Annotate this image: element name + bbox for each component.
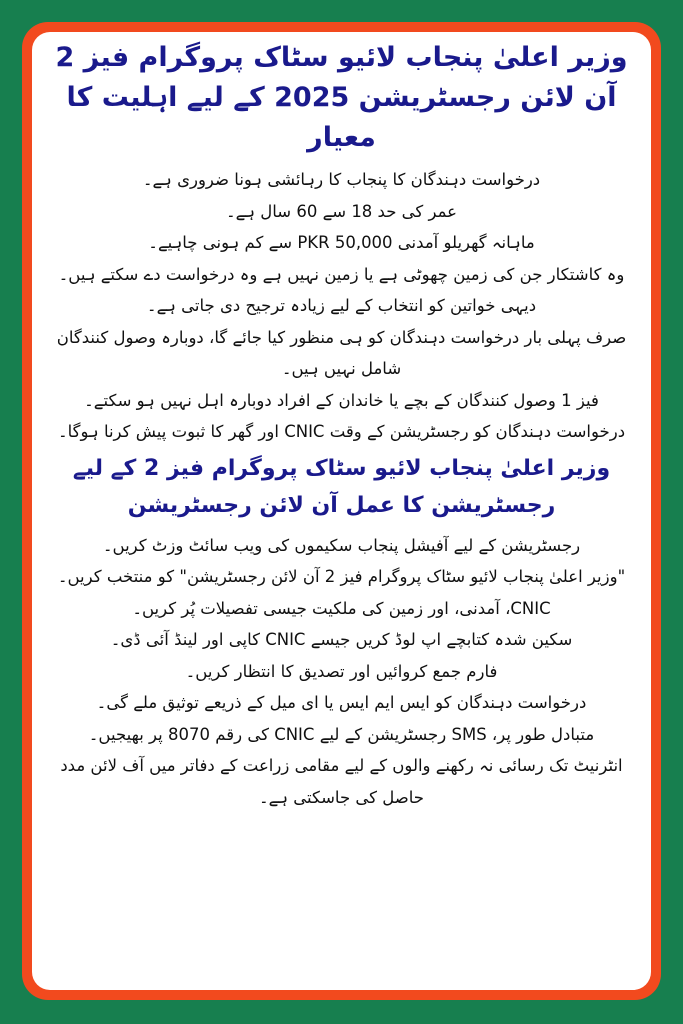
eligibility-item: دیہی خواتین کو انتخاب کے لیے زیادہ ترجیح دی جاتی ہے۔ <box>146 296 537 315</box>
eligibility-item: درخواست دہندگان کا پنجاب کا رہائشی ہونا ضروری ہے۔ <box>142 170 541 189</box>
process-step: درخواست دہندگان کو ایس ایم ایس یا ای میل کے ذریعے توثیق ملے گی۔ <box>96 693 587 712</box>
eligibility-item: وہ کاشتکار جن کی زمین چھوٹی ہے یا زمین نہیں ہے وہ درخواست دے سکتے ہیں۔ <box>58 264 625 284</box>
content-card <box>32 32 651 990</box>
eligibility-item: درخواست دہندگان کو رجسٹریشن کے وقت CNIC اور گھر کا ثبوت پیش کرنا ہوگا۔ <box>57 422 626 441</box>
process-section-title: وزیر اعلیٰ پنجاب لائیو سٹاک پروگرام فیز 2 کے لیے رجسٹریشن کا عمل آن لائن رجسٹریشن <box>72 455 611 518</box>
eligibility-item: ماہانہ گھریلو آمدنی PKR 50,000 سے کم ہونی چاہیے۔ <box>148 233 535 252</box>
eligibility-item: صرف پہلی بار درخواست دہندگان کو ہی منظور کیا جائے گا، دوبارہ وصول کنندگان شامل نہیں ہیں۔ <box>56 327 627 378</box>
eligibility-section <box>42 164 641 448</box>
page-title: وزیر اعلیٰ پنجاب لائیو سٹاک پروگرام فیز 2 آن لائن رجسٹریشن 2025 کے لیے اہلیت کا معیار <box>55 42 628 153</box>
process-step: "وزیر اعلیٰ پنجاب لائیو سٹاک پروگرام فیز 2 آن لائن رجسٹریشن" کو منتخب کریں۔ <box>57 567 626 586</box>
process-step: فارم جمع کروائیں اور تصدیق کا انتظار کریں۔ <box>185 661 498 681</box>
process-step: سکین شدہ کتابچے اپ لوڈ کریں جیسے CNIC کاپی اور لینڈ آئی ڈی۔ <box>110 630 573 649</box>
orange-border-frame <box>22 22 661 1000</box>
process-step: CNIC، آمدنی، اور زمین کی ملکیت جیسی تفصیلات پُر کریں۔ <box>132 598 551 618</box>
process-section <box>42 530 641 814</box>
process-step: رجسٹریشن کے لیے آفیشل پنجاب سکیموں کی ویب سائٹ وزٹ کریں۔ <box>102 535 581 555</box>
process-step: انٹرنیٹ تک رسائی نہ رکھنے والوں کے لیے مقامی زراعت کے دفاتر میں آف لائن مدد حاصل کی جاسکتی ہے۔ <box>60 756 623 807</box>
eligibility-item: فیز 1 وصول کنندگان کے بچے یا خاندان کے افراد دوبارہ اہل نہیں ہو سکتے۔ <box>84 390 599 410</box>
process-step: متبادل طور پر، SMS رجسٹریشن کے لیے CNIC کی رقم 8070 پر بھیجیں۔ <box>88 724 595 744</box>
eligibility-item: عمر کی حد 18 سے 60 سال ہے۔ <box>225 201 458 221</box>
